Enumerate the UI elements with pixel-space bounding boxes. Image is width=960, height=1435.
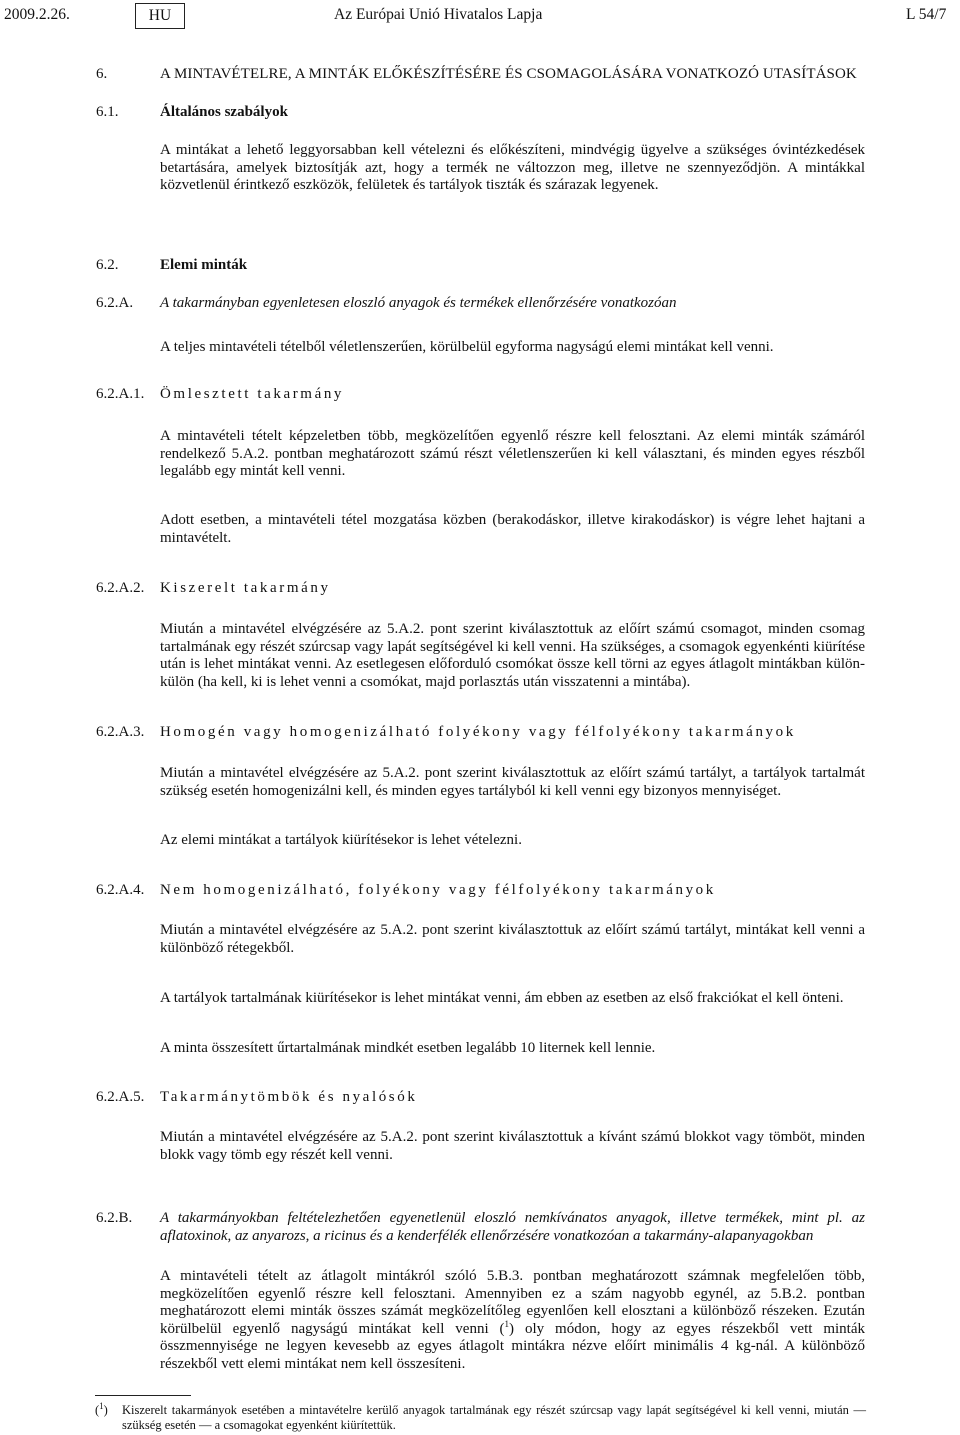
section-6-1-title: Általános szabályok (160, 104, 288, 120)
section-6-2-A-3-paragraph-2: Az elemi mintákat a tartályok kiürítésekor is lehet vételezni. (160, 832, 522, 848)
footnote-text: Kiszerelt takarmányok esetében a mintavételre kerülő anyagok tartalmának egy részét szúrcsap vagy lapát segítségével ki kell venni, miután — szükség esetén — a csomagokat egyenként kiürítettük. (122, 1403, 866, 1432)
section-6-2-A-5-paragraph: Miután a mintavétel elvégzésére az 5.A.2. pont szerint kiválasztottuk a kívánt számú blokkot vagy tömböt, minden blokk vagy tömb egy részét kell venni. (160, 1129, 865, 1163)
section-6-2-B-text-b: ) oly módon, hogy az egyes részekből vett minták összmennyisége ne legyen kevesebb az egyes átlagolt mintákra nézve előírt minimális 4 kg-nál. A különböző részekből vett elemi mintákat nem kell összesíteni. (160, 1320, 865, 1372)
section-6-2-B-title: A takarmányokban feltételezhetően egyenetlenül eloszló nemkívánatos anyagok, illetve termékek, mint pl. az aflatoxinok, az anyarozs, a ricinus és a kenderfélék ellenőrzésére vonatkozóan a takarmány-alapanyagokban (160, 1210, 865, 1244)
section-6-2-title: Elemi minták (160, 257, 248, 273)
section-6-2-A-title: A takarmányban egyenletesen eloszló anyagok és termékek ellenőrzésére vonatkozóan (160, 295, 677, 311)
section-6-2-A-1-paragraph-2: Adott esetben, a mintavételi tétel mozgatása közben (berakodáskor, illetve kirakodáskor) is végre lehet hajtani a mintavételt. (160, 512, 865, 546)
section-6-2-B-paragraph (160, 1268, 865, 1373)
footnote-number: ($^1$) (95, 1400, 108, 1417)
section-6-2-A-3-paragraph-1: Miután a mintavétel elvégzésére az 5.A.2. pont szerint kiválasztottuk az előírt számú tartályt, a tartályok tartalmát szükség esetén homogenizálni kell, és minden egyes tartályból ki kell venni egy bizonyos mennyiséget. (160, 765, 865, 799)
section-6-1-number: 6.1. (96, 104, 119, 120)
section-6-2-A-2-paragraph: Miután a mintavétel elvégzésére az 5.A.2. pont szerint kiválasztottuk az előírt számú csomagot, minden csomag tartalmának egy részét szúrcsap vagy lapát segítségével ki kell venni. Ha szükséges, a csomagok egyenkénti kiürítése után is lehet mintákat venni. Az esetlegesen előforduló csomókat össze kell törni az egyes átlagolt mintákban külön-külön (ha kell, ki is lehet venni a csomókat, majd porlasztás után visszatenni a mintába). (160, 621, 865, 690)
section-6-2-A-3-title: Homogén vagy homogenizálható folyékony vagy félfolyékony takarmányok (160, 724, 796, 740)
section-6-2-A-3-number: 6.2.A.3. (96, 724, 145, 740)
section-6-2-A-number: 6.2.A. (96, 295, 134, 311)
language-badge: HU (135, 3, 185, 29)
journal-header (0, 3, 960, 29)
section-6-2-A-5-number: 6.2.A.5. (96, 1089, 145, 1105)
section-6-2-A-2-title: Kiszerelt takarmány (160, 580, 331, 596)
footnote-number-sup: 1 (99, 1400, 104, 1411)
page-number: L 54/7 (906, 6, 947, 23)
section-6-2-A-paragraph: A teljes mintavételi tételből véletlenszerűen, körülbelül egyforma nagyságú elemi mintákat kell venni. (160, 339, 774, 355)
section-6-1-paragraph: A mintákat a lehető leggyorsabban kell vételezni és előkészíteni, mindvégig ügyelve a szükséges óvintézkedések betartására, amelyek biztosítják azt, hogy a termék ne változzon meg, illetve ne szennyeződjön. A mintákkal közvetlenül érintkező eszközök, felületek és tartályok tiszták és szárazak legyenek. (160, 142, 865, 193)
section-6-2-A-1-title: Ömlesztett takarmány (160, 386, 345, 402)
section-6-2-A-4-paragraph-2: A tartályok tartalmának kiürítésekor is lehet mintákat venni, ám ebben az esetben az első frakciókat el kell önteni. (160, 990, 844, 1006)
footnote-reference: 1 (504, 1318, 510, 1329)
section-6-2-A-1-number: 6.2.A.1. (96, 386, 145, 402)
section-6-2-A-5-title: Takarmánytömbök és nyalósók (160, 1089, 418, 1105)
section-6-2-A-4-paragraph-1: Miután a mintavétel elvégzésére az 5.A.2. pont szerint kiválasztottuk az előírt számú tartályt, mintákat kell venni a különböző rétegekből. (160, 922, 865, 956)
header-date: 2009.2.26. (4, 6, 70, 23)
footnote-divider (95, 1395, 191, 1396)
section-6-2-A-4-number: 6.2.A.4. (96, 882, 145, 898)
section-6-2-A-4-paragraph-3: A minta összesített űrtartalmának mindkét esetben legalább 10 liternek kell lennie. (160, 1040, 656, 1056)
journal-title: Az Európai Unió Hivatalos Lapja (334, 6, 543, 23)
section-6-2-B-number: 6.2.B. (96, 1210, 133, 1226)
section-6-number: 6. (96, 66, 108, 82)
section-6-2-number: 6.2. (96, 257, 119, 273)
section-6-2-A-1-paragraph-1: A mintavételi tételt képzeletben több, megközelítően egyenlő részre kell felosztani. Az elemi minták számáról rendelkező 5.A.2. pontban meghatározott számú részt véletlenszerűen ki kell választani, és minden egyes részből legalább egy mintát kell venni. (160, 428, 865, 479)
section-6-2-A-4-title: Nem homogenizálható, folyékony vagy félfolyékony takarmányok (160, 882, 716, 898)
section-6-2-B-text-a: A mintavételi tételt az átlagolt mintákról szóló 5.B.3. pontban meghatározott számnak megfelelően több, megközelítően egyenlő részre kell felosztani. Amennyiben ez a szám nagyobb egynél, az 5.B.2. pontban meghatározott elemi minták összes számát megközelítőleg egyenlően kell elosztani a különböző részeken. Ezután körülbelül egyenlő nagyságú mintákat kell venni ( (160, 1268, 865, 1337)
section-6-2-A-2-number: 6.2.A.2. (96, 580, 145, 596)
section-6-title: A MINTAVÉTELRE, A MINTÁK ELŐKÉSZÍTÉSÉRE ÉS CSOMAGOLÁSÁRA VONATKOZÓ UTASÍTÁSOK (160, 66, 857, 82)
